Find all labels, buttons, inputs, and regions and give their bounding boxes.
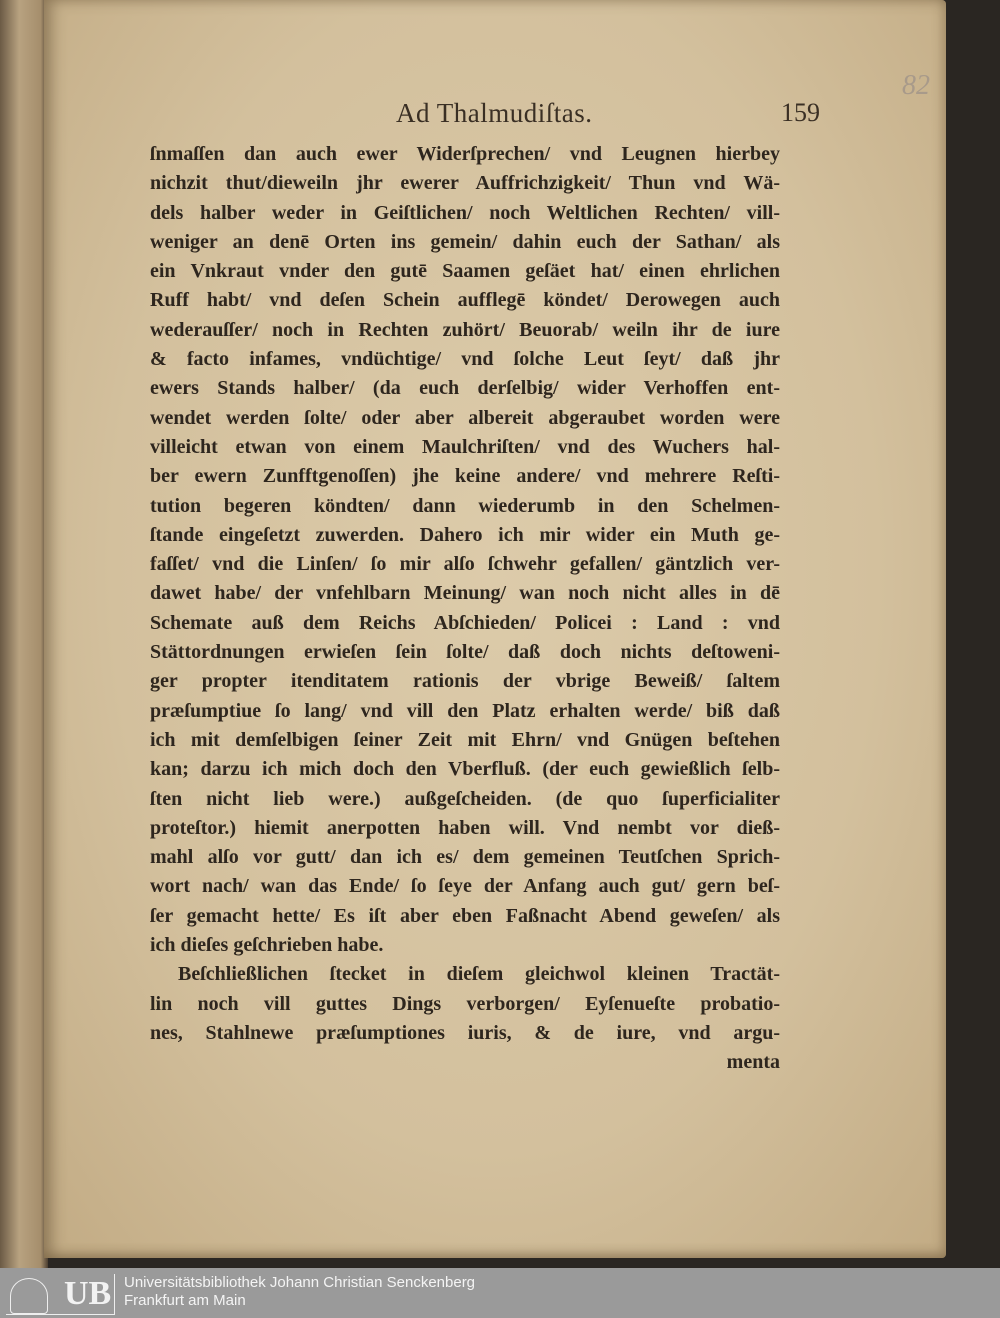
text-line: ſtande eingeſetzt zuwerden. Dahero ich mir wider ein Muth ge-	[150, 523, 780, 546]
text-line: kan; darzu ich mich doch den Vberfluß. (der euch gewießlich ſelb-	[150, 758, 780, 781]
text-line: lin noch vill guttes Dings verborgen/ Eyſenueſte probatio-	[150, 992, 780, 1015]
text-line: nes, Stahlnewe præſumptiones iuris, & de iure, vnd argu-	[150, 1021, 780, 1044]
text-line: wort nach/ wan das Ende/ ſo ſeye der Anfang auch gut/ gern beſ-	[150, 875, 780, 898]
institution-line-2: Frankfurt am Main	[124, 1292, 246, 1309]
facing-page-edge	[0, 0, 48, 1268]
running-head: Ad Thalmudiſtas.	[396, 98, 593, 128]
text-line: dawet habe/ der vnfehlbarn Meinung/ wan noch nicht alles in dē	[150, 582, 780, 605]
text-line: Ruff habt/ vnd deſen Schein aufflegē köndet/ Derowegen auch	[150, 289, 780, 312]
institution-line-1: Universitätsbibliothek Johann Christian Senckenberg	[124, 1274, 476, 1291]
text-line: ich dieſes geſchrieben habe.	[150, 934, 384, 957]
text-line: faſſet/ vnd die Linſen/ ſo mir alſo ſchwehr gefallen/ gäntzlich ver-	[150, 553, 780, 576]
text-line: weniger an denē Orten ins gemein/ dahin euch der Sathan/ als	[150, 230, 780, 253]
text-line: ſten nicht lieb were.) außgeſcheiden. (de quo ſuperficialiter	[150, 787, 780, 810]
text-line: tution begeren köndten/ dann wiederumb in den Schelmen-	[150, 494, 780, 517]
text-line: ber ewern Zunfftgenoſſen) jhe keine andere/ vnd mehrere Reſti-	[150, 465, 780, 488]
text-line: nichzit thut/dieweiln jhr ewerer Auffrichzigkeit/ Thun vnd Wä-	[150, 172, 780, 195]
text-line: wederauſſer/ noch in Rechten zuhört/ Beuorab/ weiln ihr de iure	[150, 318, 780, 341]
library-footer	[0, 1268, 1000, 1318]
page-number: 159	[781, 98, 820, 127]
handwritten-folio-mark: 82	[902, 70, 930, 101]
institution-name	[124, 1274, 475, 1310]
text-line: Beſchließlichen ſtecket in dieſem gleichwol kleinen Tractät-	[178, 963, 780, 986]
text-line: & facto infames, vndüchtige/ vnd ſolche Leut ſeyt/ daß jhr	[150, 348, 780, 371]
text-line: ger propter itenditatem rationis der vbrige Beweiß/ ſaltem	[150, 670, 780, 693]
text-line: proteſtor.) hiemit anerpotten haben will. Vnd nembt vor dieß-	[150, 816, 780, 839]
text-line: ein Vnkraut vnder den gutē Saamen geſäet hat/ einen ehrlichen	[150, 260, 780, 283]
page-body-text	[150, 140, 780, 1078]
text-line: ewers Stands halber/ (da euch derſelbig/ wider Verhoffen ent-	[150, 377, 780, 400]
text-line: Stättordnungen erwieſen ſein ſolte/ daß doch nichts deſtoweni-	[150, 641, 780, 664]
logo-text: UB	[64, 1275, 112, 1312]
text-line: ich mit demſelbigen ſeiner Zeit mit Ehrn/ vnd Gnügen beſtehen	[150, 728, 780, 751]
text-line: præſumptiue ſo lang/ vnd vill den Platz erhalten werde/ biß daß	[150, 699, 780, 722]
text-line: dels halber weder in Geiſtlichen/ noch Weltlichen Rechten/ vill-	[150, 201, 780, 224]
text-line: Schemate auß dem Reichs Abſchieden/ Policei : Land : vnd	[150, 611, 780, 634]
text-line: villeicht etwan von einem Maulchriſten/ vnd des Wuchers hal-	[150, 435, 780, 458]
text-line: wendet werden ſolte/ oder aber albereit abgeraubet worden were	[150, 406, 780, 429]
ub-logo	[6, 1274, 115, 1315]
portrait-icon	[10, 1278, 48, 1314]
text-line: mahl alſo vor gutt/ dan ich es/ dem gemeinen Teutſchen Sprich-	[150, 846, 780, 869]
text-line: ſer gemacht hette/ Es iſt aber eben Faßnacht Abend geweſen/ als	[150, 904, 780, 927]
text-line: menta	[726, 1051, 780, 1074]
text-line: ſnmaſſen dan auch ewer Widerſprechen/ vnd Leugnen hierbey	[150, 143, 780, 165]
